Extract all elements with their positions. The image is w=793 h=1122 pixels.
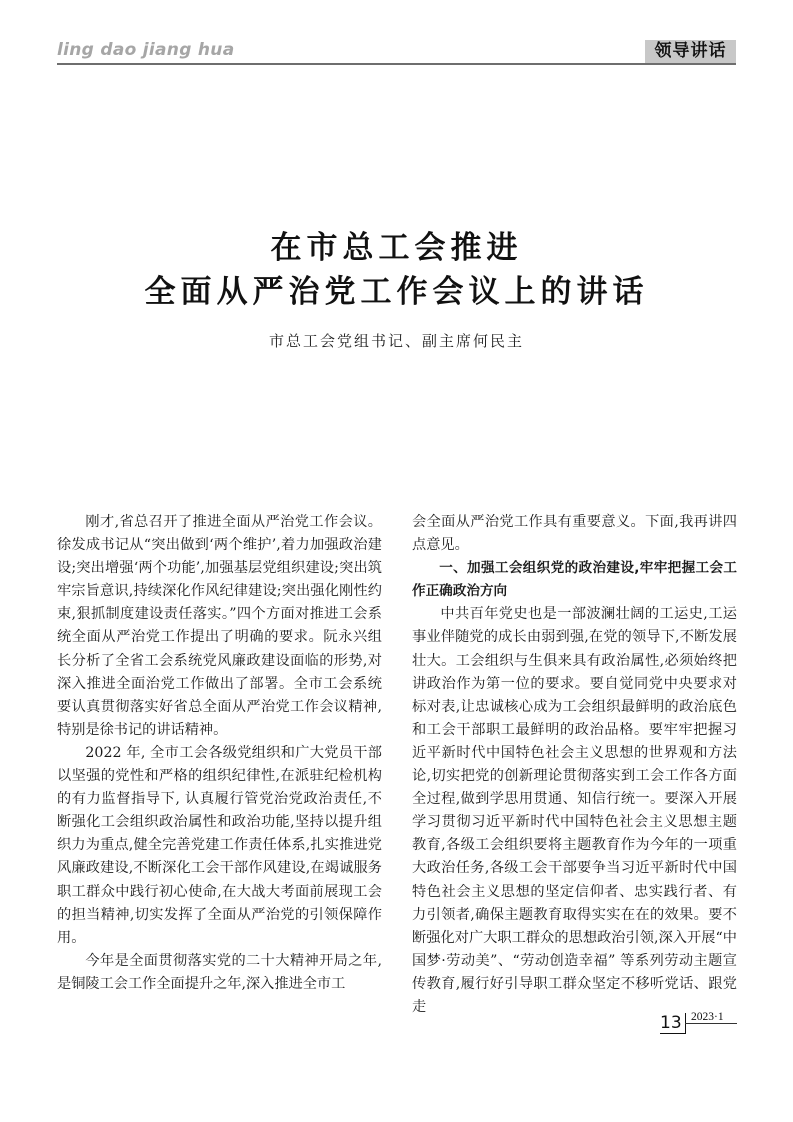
paragraph: 今年是全面贯彻落实党的二十大精神开局之年,是铜陵工会工作全面提升之年,深入推进全市工 <box>57 952 382 992</box>
paragraph: 刚才,省总召开了推进全面从严治党工作会议。徐发成书记从“突出做到‘两个维护’,着力加强政治建设;突出增强‘两个功能’,加强基层党组织建设;突出筑牢宗旨意识,持续深化作风纪律建设;突出强化刚性约束,狠抓制度建设责任落实。”四个方面对推进工会系统全面从严治党工作提出了明确的要求。阮永兴组长分析了全省工会系统党风廉政建设面临的形势,对深入推进全面治党工作做出了部署。全市工会系统要认真贯彻落实好省总全面从严治党工作会议精神,特别是徐书记的讲话精神。 <box>57 514 382 738</box>
paragraph: 中共百年党史也是一部波澜壮阔的工运史,工运事业伴随党的成长由弱到强,在党的领导下,不断发展壮大。工会组织与生俱来具有政治属性,必须始终把讲政治作为第一位的要求。要自觉同党中央要求对标对表,让忠诚核心成为工会组织最鲜明的政治底色和工会干部职工最鲜明的政治品格。要牢牢把握习近平新时代中国特色社会主义思想的世界观和方法论,切实把党的创新理论贯彻落实到工会工作各方面全过程,做到学思用贯通、知信行统一。要深入开展学习贯彻习近平新时代中国特色社会主义思想主题教育,各级工会组织要将主题教育作为今年的一项重大政治任务,各级工会干部要争当习近平新时代中国特色社会主义思想的坚定信仰者、忠实践行者、有力引领者,确保主题教育取得实实在在的效果。要不断强化对广大职工群众的思想政治引领,深入开展“中国梦·劳动美”、“劳动创造幸福” 等系列劳动主题宣传教育,履行好引导职工群众坚定不移听党话、跟党走 <box>412 606 737 1015</box>
section-badge: 领导讲话 <box>645 40 736 63</box>
right-column <box>412 511 737 1019</box>
paragraph-continuation: 会全面从严治党工作具有重要意义。下面,我再讲四点意见。 <box>412 514 737 554</box>
article-title-line-1: 在市总工会推进 <box>270 230 523 266</box>
section-pinyin-label: ling dao jiang hua <box>57 40 235 60</box>
page-number: 13 <box>660 1013 686 1034</box>
left-column <box>57 511 382 996</box>
header-divider <box>57 63 736 65</box>
issue-label: 2023·1 <box>685 1011 737 1024</box>
article-byline: 市总工会党组书记、副主席何民主 <box>268 332 524 350</box>
section-heading: 一、加强工会组织党的政治建设,牢牢把握工会工作正确政治方向 <box>412 560 737 600</box>
paragraph: 2022 年, 全市工会各级党组织和广大党员干部以坚强的党性和严格的组织纪律性,在派驻纪检机构的有力监督指导下, 认真履行管党治党政治责任,不断强化工会组织政治属性和政治功能,坚持以提升组织力为重点,健全完善党建工作责任体系,扎实推进党风廉政建设,不断深化工会干部作风建设,在竭诚服务职工群众中践行初心使命,在大战大考面前展现工会的担当精神,切实发挥了全面从严治党的引领保障作用。 <box>57 744 382 946</box>
article-title-line-2: 全面从严治党工作会议上的讲话 <box>144 274 649 310</box>
